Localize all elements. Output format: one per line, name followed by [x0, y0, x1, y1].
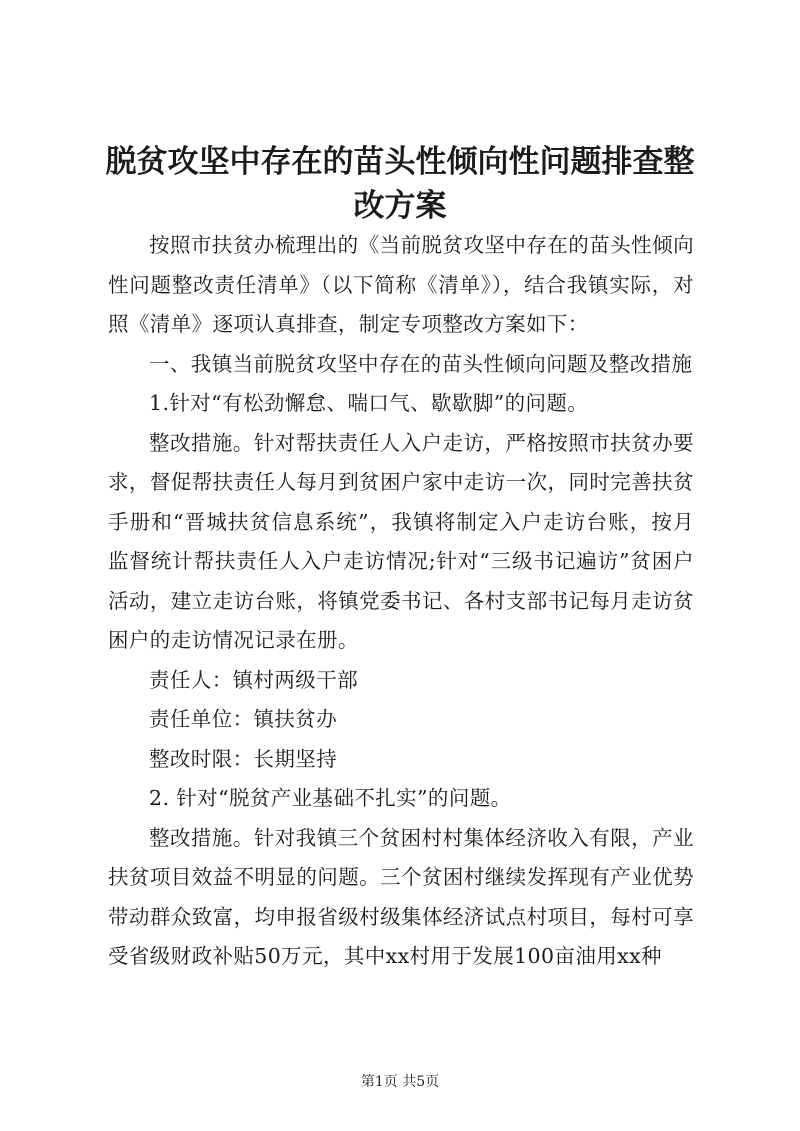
- document-title: 脱贫攻坚中存在的苗头性倾向性问题排查整改方案: [105, 144, 695, 224]
- paragraph-intro: 按照市扶贫办梳理出的《当前脱贫攻坚中存在的苗头性倾向性问题整改责任清单》（以下简称《清单》），结合我镇实际，对照《清单》逐项认真排查，制定专项整改方案如下：: [108, 233, 694, 336]
- paragraph-responsible-unit: 责任单位：镇扶贫办: [149, 707, 338, 731]
- page-number-footer: 第1页 共5页: [360, 1074, 440, 1090]
- paragraph-item-1-heading: 1.针对“有松劲懈怠、喘口气、歇歇脚”的问题。: [149, 391, 589, 415]
- paragraph-responsible-person: 责任人：镇村两级干部: [149, 667, 358, 692]
- paragraph-item-1-measures: 整改措施。针对帮扶责任人入户走访，严格按照市扶贫办要求，督促帮扶责任人每月到贫困户家中走访一次，同时完善扶贫手册和“晋城扶贫信息系统”，我镇将制定入户走访台账，按月监督统计帮扶责任人入户走访情况;针对“三级书记遍访”贫困户活动，建立走访台账，将镇党委书记、各村支部书记每月走访贫困户的走访情况记录在册。: [108, 430, 694, 652]
- paragraph-item-2-measures: 整改措施。针对我镇三个贫困村村集体经济收入有限，产业扶贫项目效益不明显的问题。三个贫困村继续发挥现有产业优势带动群众致富，均申报省级村级集体经济试点村项目，每村可享受省级财政补贴50万元，其中xx村用于发展100亩油用xx种: [108, 825, 694, 968]
- paragraph-item-2-heading: 2. 针对“脱贫产业基础不扎实”的问题。: [149, 786, 512, 810]
- paragraph-deadline: 整改时限：长期坚持: [149, 746, 338, 771]
- paragraph-section-heading: 一、我镇当前脱贫攻坚中存在的苗头性倾向问题及整改措施: [149, 351, 693, 376]
- document-body: [108, 226, 694, 977]
